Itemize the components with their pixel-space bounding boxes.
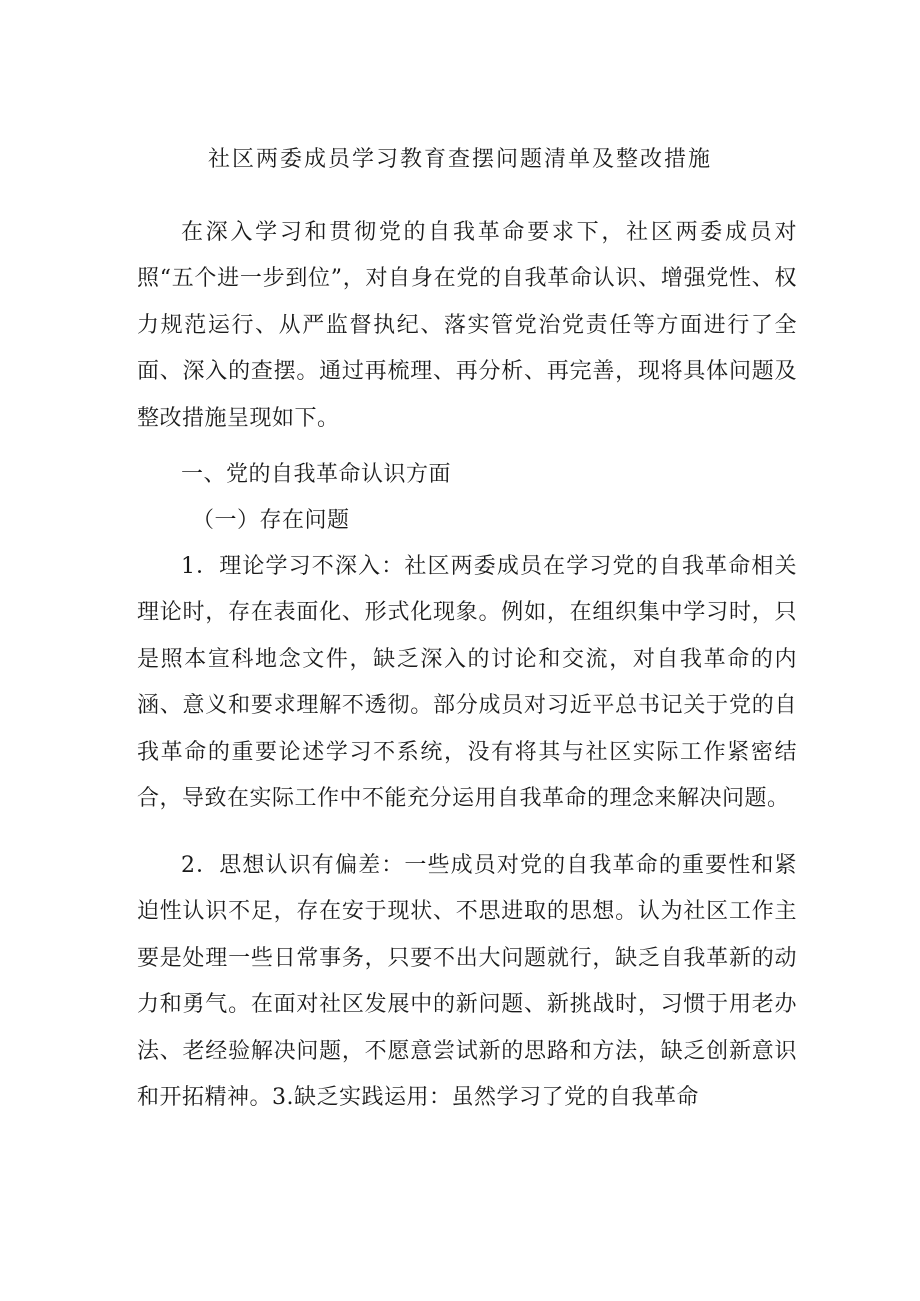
intro-paragraph: 在深入学习和贯彻党的自我革命要求下，社区两委成员对照“五个进一步到位”，对自身在党的自我革命认识、增强党性、权力规范运行、从严监督执纪、落实管党治党责任等方面进行了全面、深入的查摆。通过再梳理、再分析、再完善，现将具体问题及整改措施呈现如下。 [137,220,797,431]
subsection-heading: （一）存在问题 [192,508,350,533]
problem-item-1: 1．理论学习不深入：社区两委成员在学习党的自我革命相关理论时，存在表面化、形式化现象。例如，在组织集中学习时，只是照本宣科地念文件，缺乏深入的讨论和交流，对自我革命的内涵、意义和要求理解不透彻。部分成员对习近平总书记关于党的自我革命的重要论述学习不系统，没有将其与社区实际工作紧密结合，导致在实际工作中不能充分运用自我革命的理念来解决问题。 [137,554,797,812]
section-heading: 一、党的自我革命认识方面 [181,462,452,487]
document-title: 社区两委成员学习教育查摆问题清单及整改措施 [207,147,712,172]
problem-item-2: 2．思想认识有偏差：一些成员对党的自我革命的重要性和紧迫性认识不足，存在安于现状、不思进取的思想。认为社区工作主要是处理一些日常事务，只要不出大问题就行，缺乏自我革新的动力和勇气。在面对社区发展中的新问题、新挑战时，习惯于用老办法、老经验解决问题，不愿意尝试新的思路和方法，缺乏创新意识和开拓精神。3.缺乏实践运用：虽然学习了党的自我革命 [137,853,797,1111]
